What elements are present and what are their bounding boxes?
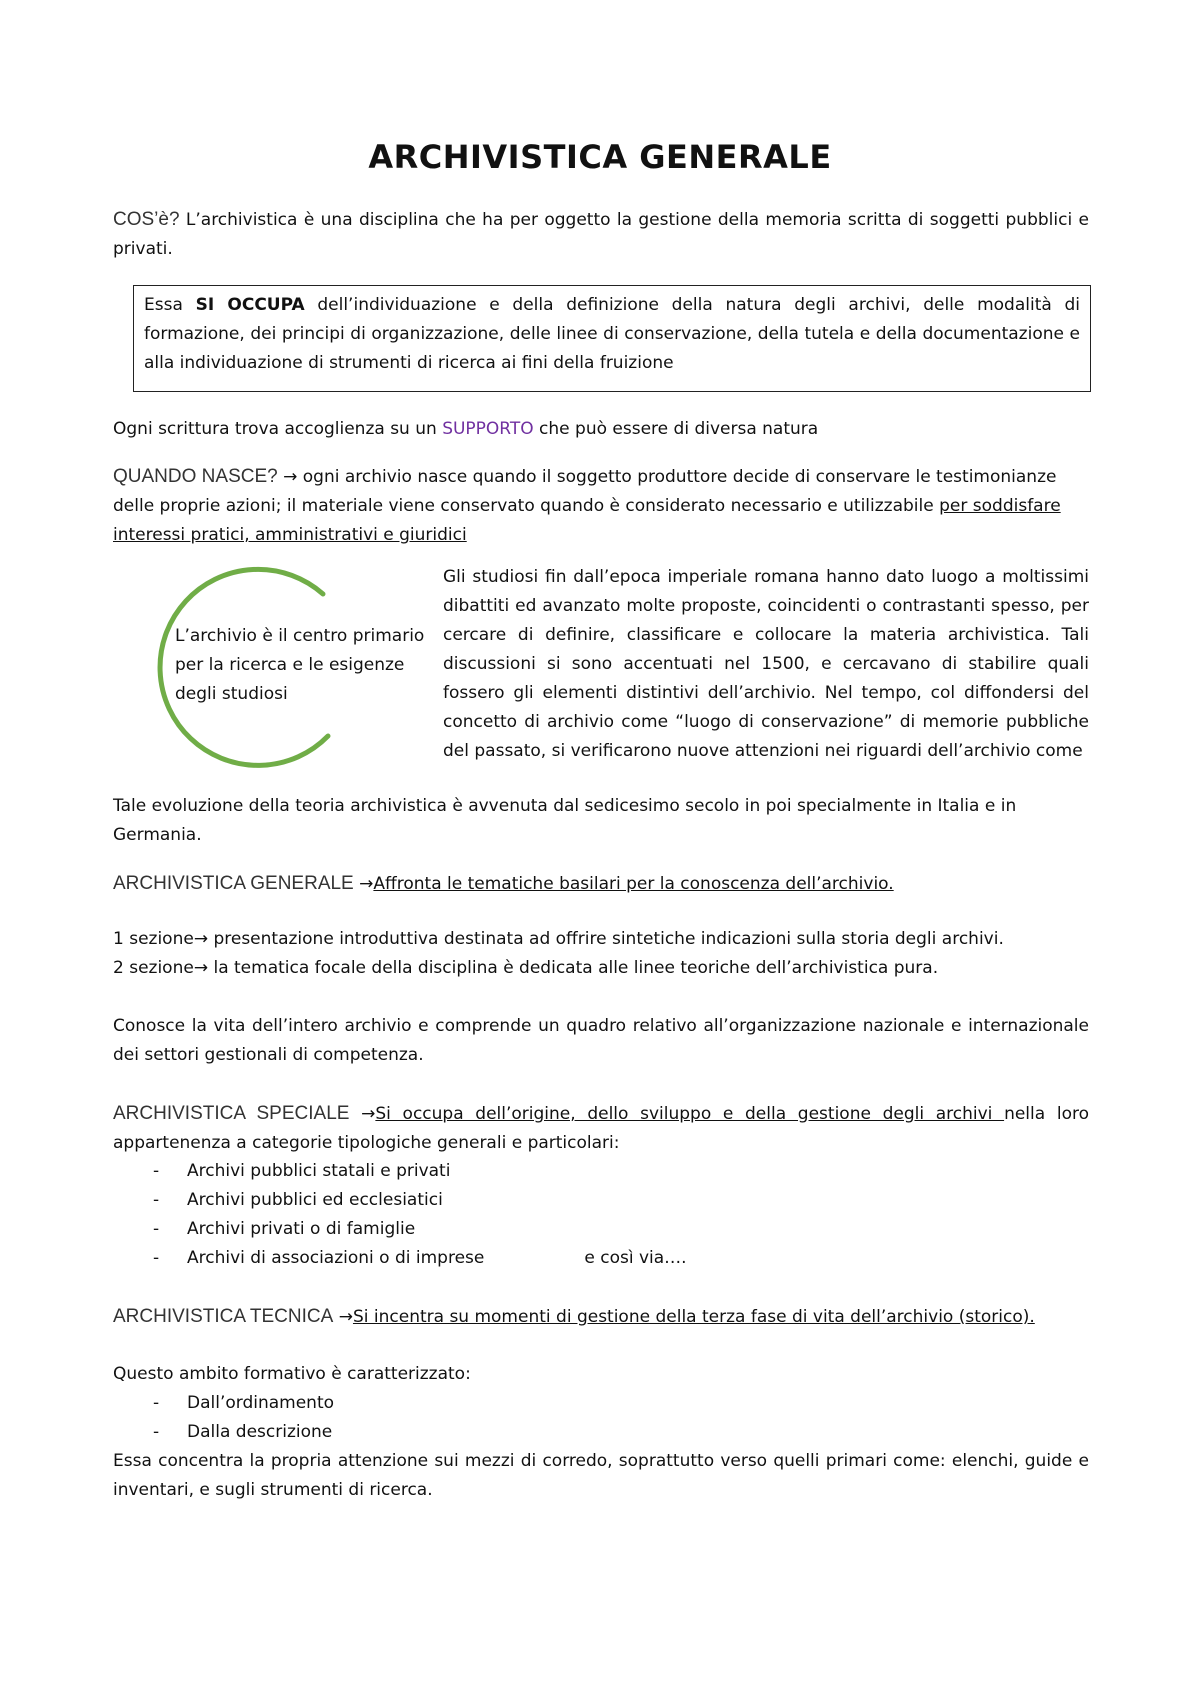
speciale-paragraph <box>113 1099 1089 1158</box>
list-item-text: Archivi di associazioni o di imprese <box>187 1248 485 1268</box>
speciale-underlined: Si occupa dell’origine, dello sviluppo e della gestione degli archivi <box>375 1104 1005 1124</box>
tecnica-paragraph <box>113 1302 1089 1332</box>
tecnica-conclusion: Essa concentra la propria attenzione sui mezzi di corredo, soprattutto verso quelli primari come: elenchi, guide e inventari, e sugli strumenti di ricerca. <box>113 1451 1089 1500</box>
box-text: dell’individuazione e della definizione della natura degli archivi, delle modalità di formazione, dei principi di organizzazione, delle linee di conservazione, della tutela e della documentazione e alla individuazione di strumenti di ricerca ai fini della fruizione <box>144 295 1080 373</box>
generale-heading-line <box>113 869 1089 899</box>
studiosi-column: Gli studiosi fin dall’epoca imperiale romana hanno dato luogo a moltissimi dibattiti ed avanzato molte proposte, coincidenti o contrastanti spesso, per cercare di definire, classificare e collocare la materia archivistica. Tali discussioni si sono accentuati nel 1500, e cercavano di stabilire quali fossero gli elementi distintivi dell’archivio. Nel tempo, col diffondersi del concetto di archivio come “luogo di conservazione” di memorie pubbliche del passato, si verificarono nuove attenzioni nei riguardi dell’archivio come <box>443 567 1089 761</box>
tecnica-list <box>113 1389 1089 1447</box>
quando-text: → ogni archivio nasce quando il soggetto produttore decide di conservare le testimonianze delle proprie azioni; il materiale viene conservato quando è considerato necessario e utilizzabile <box>113 467 1057 516</box>
supporto-paragraph <box>113 415 1089 444</box>
list-item <box>113 1244 1089 1273</box>
supporto-highlight: SUPPORTO <box>442 419 534 439</box>
speciale-list-wrap <box>113 1157 1089 1273</box>
speciale-arrow: → <box>349 1104 376 1124</box>
intro-paragraph <box>113 205 1089 264</box>
speciale-text: nella loro appartenenza a categorie tipologiche generali e particolari: <box>113 1104 1089 1153</box>
sezione-2: 2 sezione→ la tematica focale della disciplina è dedicata alle linee teoriche dell’archivistica pura. <box>113 958 939 978</box>
evoluzione-paragraph: Tale evoluzione della teoria archivistica è avvenuta dal sedicesimo secolo in poi specialmente in Italia e in Germania. <box>113 796 1017 845</box>
quando-heading: QUANDO NASCE? <box>113 466 278 487</box>
tecnica-ambito: Questo ambito formativo è caratterizzato: <box>113 1364 471 1384</box>
definition-box <box>133 285 1091 392</box>
list-item: - Archivi pubblici ed ecclesiatici <box>113 1186 1089 1215</box>
list-item: - Dall’ordinamento <box>113 1389 1089 1418</box>
tecnica-arrow: → <box>333 1307 353 1327</box>
speciale-list <box>113 1157 1089 1273</box>
generale-arrow: → <box>353 874 374 894</box>
etc-text: e così via…. <box>584 1248 687 1268</box>
list-item: - Dalla descrizione <box>113 1418 1089 1447</box>
sidebar-note: L’archivio è il centro primario per la ricerca e le esigenze degli studiosi <box>175 626 425 704</box>
tecnica-underlined: Si incentra su momenti di gestione della terza fase di vita dell’archivio (storico). <box>352 1307 1035 1327</box>
intro-text: L’archivistica è una disciplina che ha per oggetto la gestione della memoria scritta di soggetti pubblici e privati. <box>113 210 1089 259</box>
list-item: - Archivi privati o di famiglie <box>113 1215 1089 1244</box>
tecnica-heading: ARCHIVISTICA TECNICA <box>113 1306 334 1327</box>
generale-underlined: Affronta le tematiche basilari per la conoscenza dell’archivio. <box>373 874 894 894</box>
quando-paragraph <box>113 462 1089 550</box>
supporto-pre: Ogni scrittura trova accoglienza su un <box>113 419 443 439</box>
box-bold: SI OCCUPA <box>195 295 305 315</box>
speciale-heading: ARCHIVISTICA SPECIALE <box>113 1103 350 1124</box>
tecnica-list-wrap <box>113 1389 1089 1447</box>
conosce-paragraph: Conosce la vita dell’intero archivio e comprende un quadro relativo all’organizzazione nazionale e internazionale dei settori gestionali di competenza. <box>113 1016 1089 1065</box>
sezione-1: 1 sezione→ presentazione introduttiva destinata ad offrire sintetiche indicazioni sulla storia degli archivi. <box>113 929 1004 949</box>
box-pre: Essa <box>144 295 196 315</box>
list-item: - Archivi pubblici statali e privati <box>113 1157 1089 1186</box>
intro-heading: COS’è? <box>113 209 180 230</box>
supporto-post: che può essere di diversa natura <box>533 419 819 439</box>
generale-heading: ARCHIVISTICA GENERALE <box>113 873 354 894</box>
page-title: ARCHIVISTICA GENERALE <box>368 138 832 176</box>
quando-underlined: per soddisfare interessi pratici, amministrativi e giuridici <box>113 496 1061 545</box>
